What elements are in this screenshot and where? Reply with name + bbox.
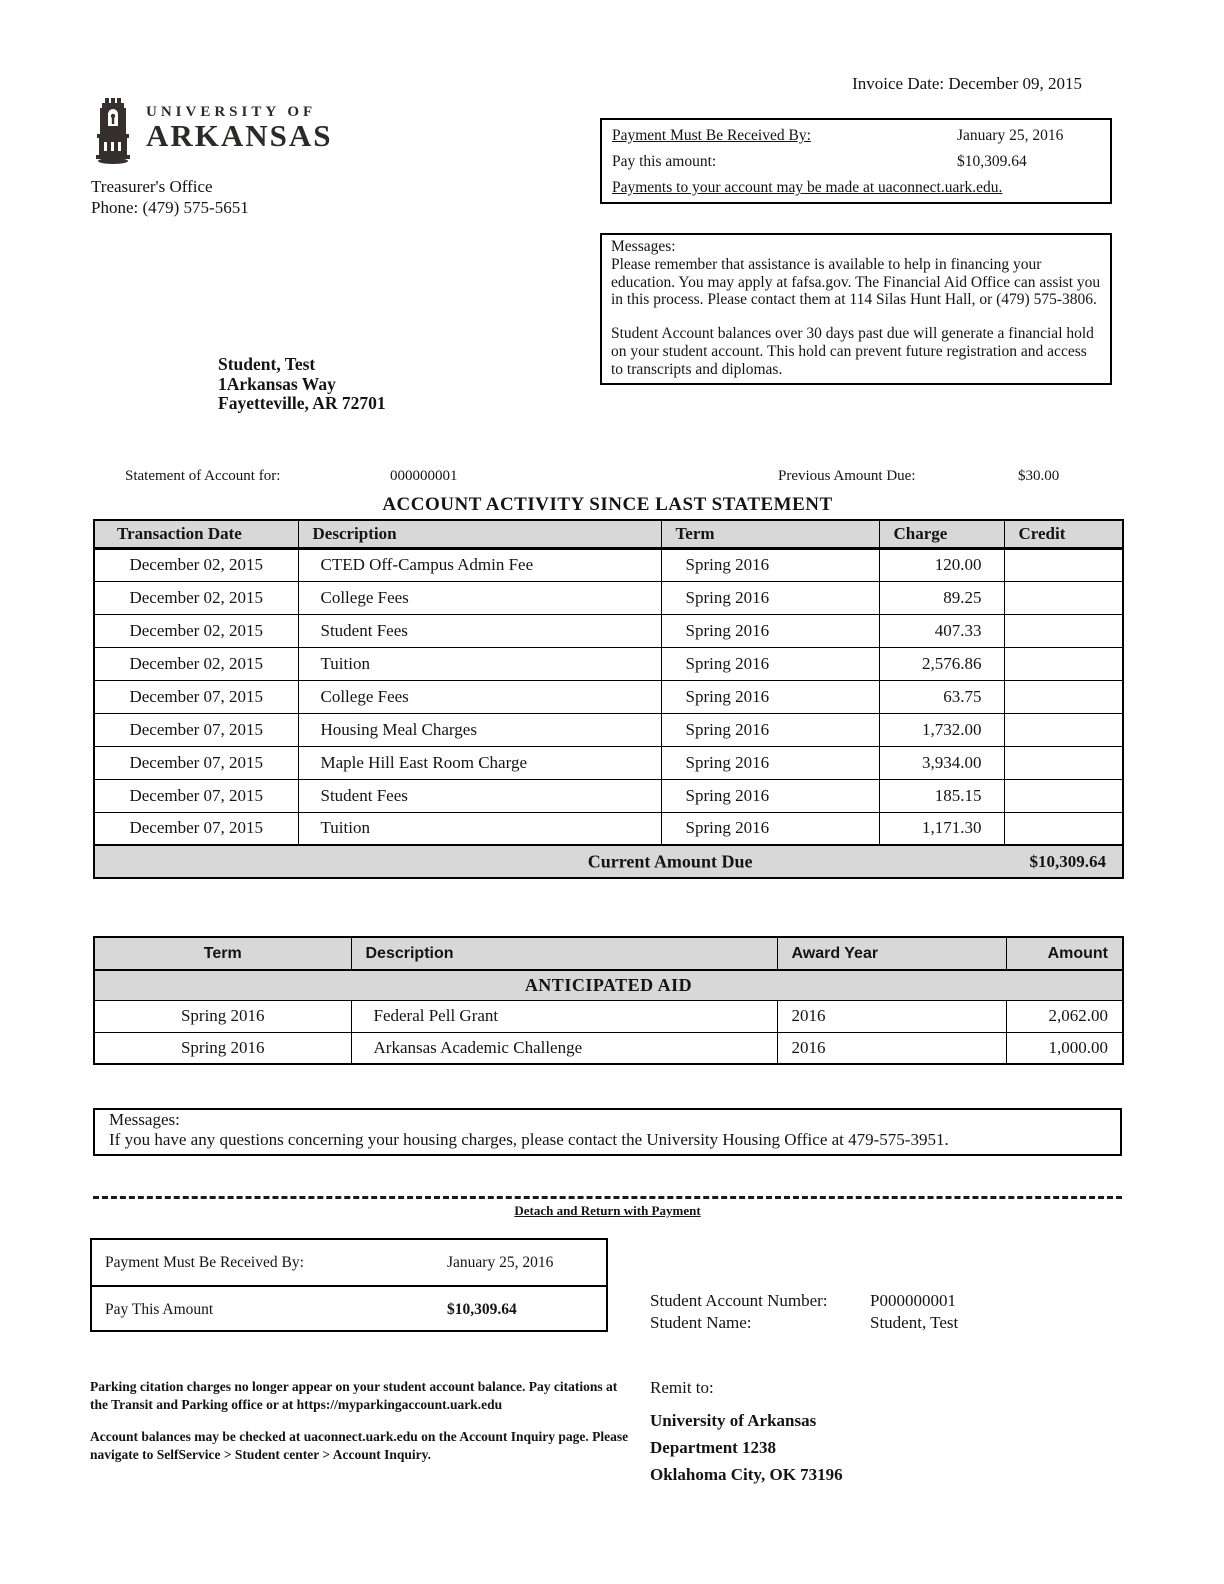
previous-amount-due-value: $30.00 (1018, 468, 1060, 484)
cell-description: Tuition (298, 812, 661, 845)
housing-messages-box (93, 1108, 1122, 1156)
col-header-award-year: Award Year (777, 937, 1006, 970)
cell-credit (1004, 548, 1123, 581)
housing-messages-text: If you have any questions concerning your housing charges, please contact the University Housing Office at 479-575-3951. (109, 1130, 949, 1149)
table-row (94, 647, 1123, 680)
remit-address-line2: Department 1238 (650, 1438, 777, 1457)
table-row (94, 581, 1123, 614)
cell-amount: 2,062.00 (1006, 1000, 1123, 1032)
activity-header-row (94, 520, 1123, 548)
student-info-block (650, 1290, 958, 1334)
account-activity-title: ACCOUNT ACTIVITY SINCE LAST STATEMENT (382, 494, 833, 515)
cell-term: Spring 2016 (661, 746, 879, 779)
remit-amount-row (92, 1285, 606, 1330)
address-street: 1Arkansas Way (218, 373, 336, 394)
cell-charge: 407.33 (879, 614, 1004, 647)
remit-address-block (650, 1407, 843, 1488)
table-row (94, 1000, 1123, 1032)
address-city: Fayetteville, AR 72701 (218, 393, 386, 413)
logo-wordmark (146, 98, 333, 151)
cell-description: College Fees (298, 680, 661, 713)
cell-date: December 07, 2015 (94, 680, 298, 713)
cell-description: College Fees (298, 581, 661, 614)
cell-charge: 89.25 (879, 581, 1004, 614)
payment-summary-box (600, 118, 1112, 204)
messages-para2: Student Account balances over 30 days past due will generate a financial hold on your student account. This hold can prevent future registration and access to transcripts and diplomas. (611, 325, 1094, 378)
payment-received-by-row (612, 125, 1100, 151)
cell-credit (1004, 614, 1123, 647)
remit-amount-label: Pay This Amount (105, 1301, 214, 1318)
messages-para1: Please remember that assistance is available to help in financing your education. You may apply at fafsa.gov. The Financial Aid Office can assist you in this process. Please contact them at 114 Silas Hunt Hall, or (479) 575-3806. (611, 255, 1101, 309)
cell-credit (1004, 746, 1123, 779)
cell-term: Spring 2016 (661, 581, 879, 614)
cell-date: December 07, 2015 (94, 746, 298, 779)
cell-award_year: 2016 (777, 1000, 1006, 1032)
cell-term: Spring 2016 (661, 812, 879, 845)
cell-award_year: 2016 (777, 1032, 1006, 1064)
cell-description: CTED Off-Campus Admin Fee (298, 548, 661, 581)
cell-term: Spring 2016 (661, 614, 879, 647)
cell-credit (1004, 779, 1123, 812)
remit-received-by-label: Payment Must Be Received By: (105, 1254, 304, 1271)
cell-credit (1004, 680, 1123, 713)
current-amount-due-row (94, 845, 1123, 878)
cell-date: December 02, 2015 (94, 581, 298, 614)
student-account-number-value: P000000001 (870, 1291, 956, 1310)
housing-messages-title: Messages: (109, 1110, 180, 1129)
cell-date: December 07, 2015 (94, 812, 298, 845)
pay-amount-value: $10,309.64 (957, 153, 1027, 170)
cell-charge: 1,732.00 (879, 713, 1004, 746)
statement-account-number: 000000001 (390, 468, 458, 484)
messages-box (600, 233, 1112, 385)
current-amount-due-value: $10,309.64 (1029, 851, 1106, 871)
remit-address-line1: University of Arkansas (650, 1411, 817, 1430)
col-header-aid-description: Description (351, 937, 777, 970)
table-row (94, 548, 1123, 581)
university-logo (88, 98, 333, 171)
cell-charge: 63.75 (879, 680, 1004, 713)
cell-description: Student Fees (298, 614, 661, 647)
cell-credit (1004, 581, 1123, 614)
statement-of-account-label: Statement of Account for: (125, 468, 281, 484)
remit-address-line3: Oklahoma City, OK 73196 (650, 1465, 843, 1484)
col-header-aid-term: Term (94, 937, 351, 970)
office-name: Treasurer's Office (91, 177, 213, 196)
old-main-tower-icon (88, 98, 138, 171)
cell-date: December 07, 2015 (94, 779, 298, 812)
cell-credit (1004, 713, 1123, 746)
student-mailing-address (218, 355, 386, 414)
table-row (94, 713, 1123, 746)
student-account-number-label: Student Account Number: (650, 1291, 828, 1310)
col-header-transaction-date: Transaction Date (94, 520, 298, 548)
pay-amount-label: Pay this amount: (612, 153, 717, 170)
office-phone: Phone: (479) 575-5651 (91, 198, 249, 217)
cell-charge: 120.00 (879, 548, 1004, 581)
cell-description: Federal Pell Grant (351, 1000, 777, 1032)
address-name: Student, Test (218, 354, 316, 374)
cell-description: Housing Meal Charges (298, 713, 661, 746)
account-balances-note: Account balances may be checked at uaconnect.uark.edu on the Account Inquiry page. Please navigate to SelfService > Student center > Account Inquiry. (90, 1429, 629, 1462)
col-header-amount: Amount (1006, 937, 1123, 970)
cell-term: Spring 2016 (661, 548, 879, 581)
cell-description: Student Fees (298, 779, 661, 812)
cell-charge: 2,576.86 (879, 647, 1004, 680)
current-amount-due-cell (94, 845, 1123, 878)
cell-amount: 1,000.00 (1006, 1032, 1123, 1064)
col-header-description: Description (298, 520, 661, 548)
table-row (94, 614, 1123, 647)
cell-term: Spring 2016 (661, 680, 879, 713)
remit-to-label: Remit to: (650, 1378, 714, 1397)
cell-term: Spring 2016 (661, 647, 879, 680)
remit-received-by-value: January 25, 2016 (447, 1254, 554, 1271)
cell-date: December 02, 2015 (94, 548, 298, 581)
detach-return-label: Detach and Return with Payment (514, 1203, 701, 1218)
payment-note: Payments to your account may be made at uaconnect.uark.edu. (612, 179, 1003, 196)
cell-term: Spring 2016 (94, 1032, 351, 1064)
col-header-credit: Credit (1004, 520, 1123, 548)
parking-citation-note: Parking citation charges no longer appear on your student account balance. Pay citations at the Transit and Parking office or at https://myparkingaccount.uark.edu (90, 1379, 618, 1412)
cell-date: December 07, 2015 (94, 713, 298, 746)
detach-dashed-line (93, 1196, 1122, 1199)
col-header-charge: Charge (879, 520, 1004, 548)
cell-term: Spring 2016 (94, 1000, 351, 1032)
pay-amount-row (612, 151, 1100, 177)
cell-charge: 185.15 (879, 779, 1004, 812)
remit-received-by-row (92, 1240, 606, 1285)
messages-gap (611, 309, 1101, 325)
anticipated-aid-table (93, 936, 1124, 1065)
payment-note-row (612, 177, 1100, 203)
table-row (94, 812, 1123, 845)
cell-date: December 02, 2015 (94, 614, 298, 647)
col-header-term: Term (661, 520, 879, 548)
remit-amount-value: $10,309.64 (447, 1301, 517, 1318)
remit-payment-box (90, 1238, 608, 1332)
current-amount-due-label: Current Amount Due (587, 851, 753, 871)
student-name-label: Student Name: (650, 1313, 752, 1332)
messages-title: Messages: (611, 238, 676, 255)
treasurer-office-block (91, 176, 249, 218)
table-row (94, 779, 1123, 812)
received-by-value: January 25, 2016 (957, 127, 1064, 144)
table-row (94, 1032, 1123, 1064)
table-row (94, 680, 1123, 713)
cell-term: Spring 2016 (661, 713, 879, 746)
student-name-value: Student, Test (870, 1313, 959, 1332)
cell-credit (1004, 812, 1123, 845)
logo-line1: UNIVERSITY OF (146, 104, 317, 120)
previous-amount-due-label: Previous Amount Due: (778, 468, 916, 484)
anticipated-aid-title-row (94, 970, 1123, 1000)
cell-description: Maple Hill East Room Charge (298, 746, 661, 779)
invoice-date: Invoice Date: December 09, 2015 (852, 74, 1082, 93)
cell-credit (1004, 647, 1123, 680)
cell-charge: 1,171.30 (879, 812, 1004, 845)
account-activity-table (93, 519, 1124, 879)
logo-line2: ARKANSAS (146, 118, 333, 153)
received-by-label: Payment Must Be Received By: (612, 127, 811, 144)
cell-description: Tuition (298, 647, 661, 680)
cell-description: Arkansas Academic Challenge (351, 1032, 777, 1064)
cell-date: December 02, 2015 (94, 647, 298, 680)
cell-term: Spring 2016 (661, 779, 879, 812)
table-row (94, 746, 1123, 779)
aid-header-row (94, 937, 1123, 970)
anticipated-aid-title: ANTICIPATED AID (94, 970, 1123, 1000)
cell-charge: 3,934.00 (879, 746, 1004, 779)
